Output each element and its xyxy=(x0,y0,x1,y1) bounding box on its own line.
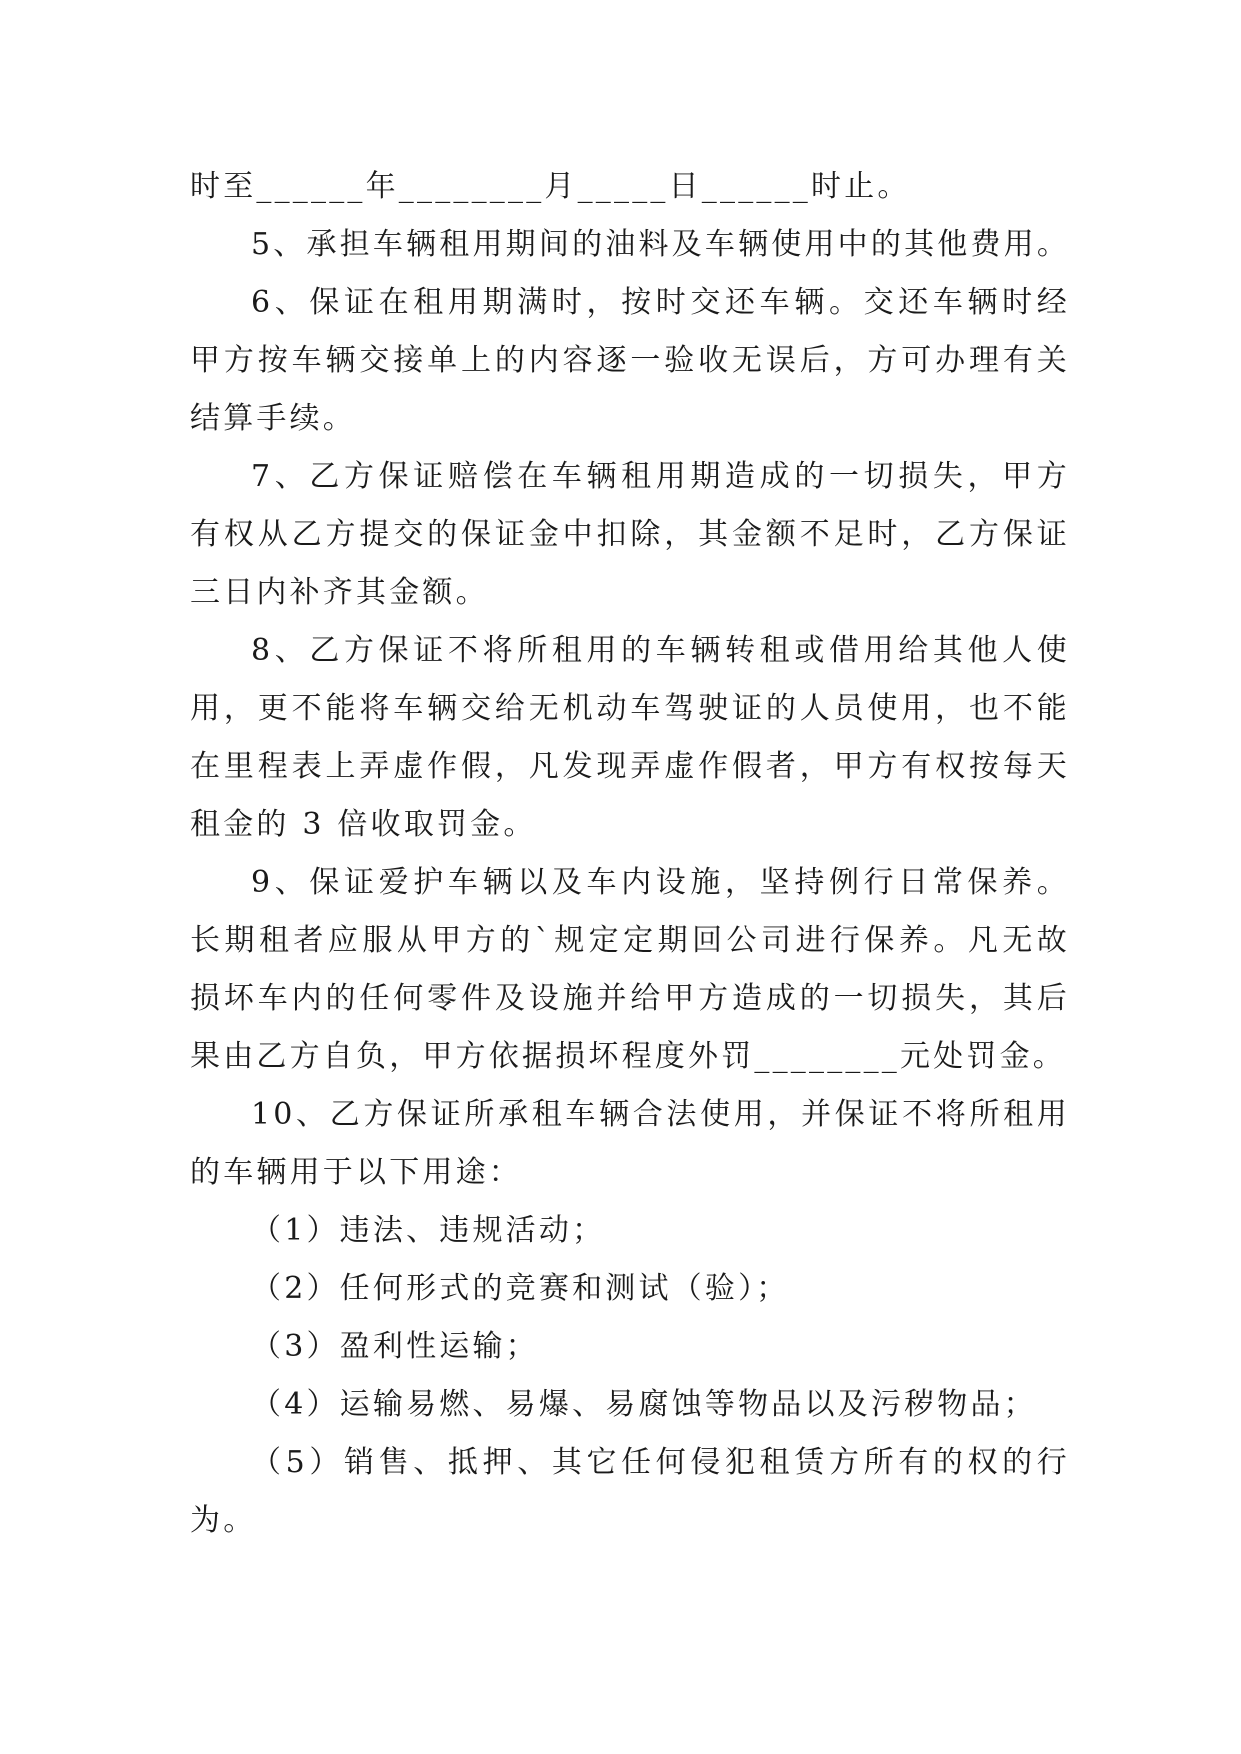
paragraph-clause-10: 10、乙方保证所承租车辆合法使用，并保证不将所租用的车辆用于以下用途： xyxy=(190,1097,1070,1190)
paragraph-clause-7: 7、乙方保证赔偿在车辆租用期造成的一切损失，甲方有权从乙方提交的保证金中扣除，其金额不足时，乙方保证三日内补齐其金额。 xyxy=(190,459,1070,610)
list-item: （1）违法、违规活动； xyxy=(251,1213,606,1248)
document-body xyxy=(190,158,1070,1550)
paragraph-list-item-5: （5）销售、抵押、其它任何侵犯租赁方所有的权的行为。 xyxy=(190,1445,1070,1538)
list-item: （2）任何形式的竞赛和测试（验）； xyxy=(251,1271,790,1306)
paragraph-clause-8: 8、乙方保证不将所租用的车辆转租或借用给其他人使用，更不能将车辆交给无机动车驾驶证的人员使用，也不能在里程表上弄虚作假，凡发现弄虚作假者，甲方有权按每天租金的 3 倍收取罚金。 xyxy=(190,633,1070,842)
paragraph-clause-6: 6、保证在租用期满时，按时交还车辆。交还车辆时经甲方按车辆交接单上的内容逐一验收无误后，方可办理有关结算手续。 xyxy=(190,285,1070,436)
paragraph-clause-5: 5、承担车辆租用期间的油料及车辆使用中的其他费用。 xyxy=(251,227,1071,262)
paragraph-clause-9: 9、保证爱护车辆以及车内设施，坚持例行日常保养。长期租者应服从甲方的`规定定期回公司进行保养。凡无故损坏车内的任何零件及设施并给甲方造成的一切损失，其后果由乙方自负，甲方依据损坏程度外罚________元处罚金。 xyxy=(190,865,1070,1074)
list-item: （3）盈利性运输； xyxy=(251,1329,539,1364)
paragraph-continuation: 时至______年________月_____日______时止。 xyxy=(190,169,911,204)
list-item: （4）运输易燃、易爆、易腐蚀等物品以及污秽物品； xyxy=(251,1387,1037,1422)
